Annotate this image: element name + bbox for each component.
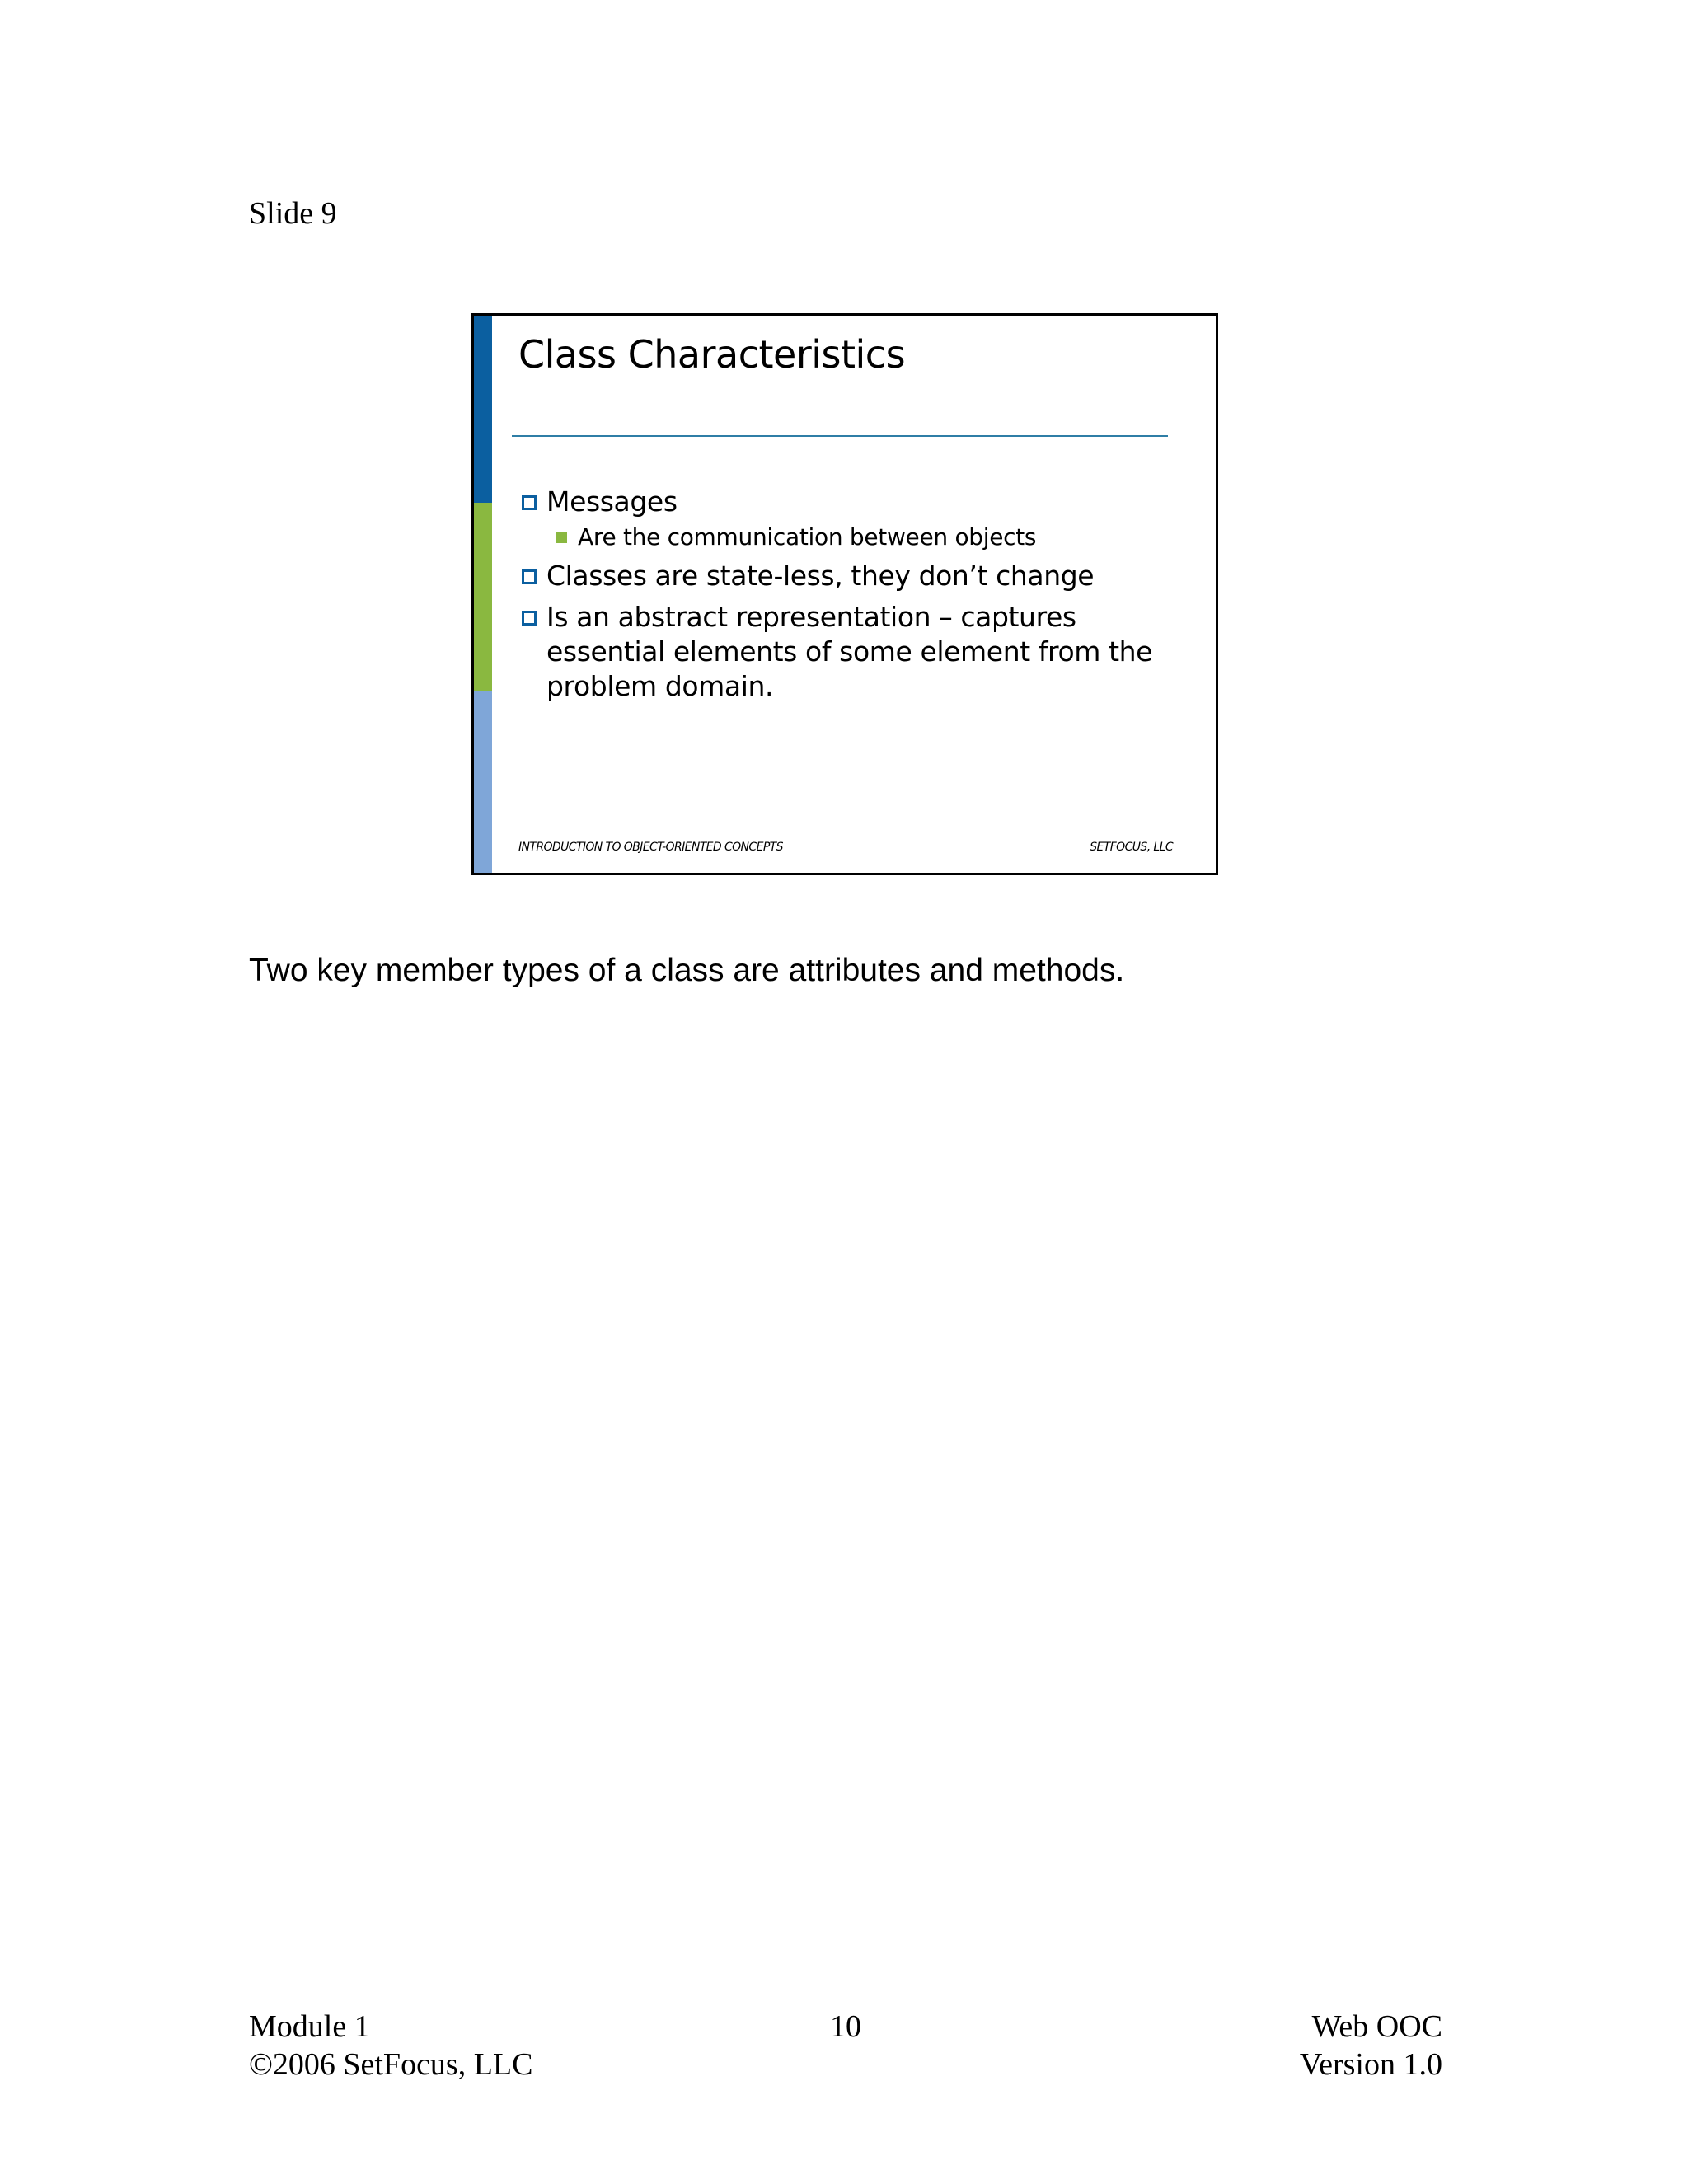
bullet-text: Is an abstract representation – captures essential elements of some element from the problem domain. [546, 601, 1153, 702]
footer-version: Version 1.0 [1299, 2047, 1442, 2082]
bullet-text: Classes are state-less, they don’t change [546, 560, 1095, 592]
footer-course-name: Web OOC [1311, 2009, 1442, 2044]
slide-accent-stripe-top [474, 316, 492, 503]
slide-footer-course: INTRODUCTION TO OBJECT-ORIENTED CONCEPTS [518, 841, 783, 854]
hollow-square-bullet-icon [522, 569, 537, 584]
slide-number-label: Slide 9 [249, 196, 337, 231]
bullet-text: Messages [546, 485, 678, 518]
slide-bullet-list [522, 485, 1198, 710]
slide-thumbnail [471, 313, 1218, 875]
footer-copyright: ©2006 SetFocus, LLC [249, 2047, 533, 2082]
filled-square-bullet-icon [556, 532, 567, 543]
sub-bullet-text: Are the communication between objects [578, 523, 1037, 551]
bullet-item [522, 600, 1198, 704]
slide-footer-company: SETFOCUS, LLC [1090, 841, 1173, 854]
footer-module: Module 1 [249, 2009, 370, 2044]
sub-bullet-item [522, 523, 1198, 552]
slide-accent-stripe-middle [474, 503, 492, 691]
hollow-square-bullet-icon [522, 495, 537, 510]
hollow-square-bullet-icon [522, 611, 537, 626]
title-divider [512, 435, 1168, 437]
notes-paragraph: Two key member types of a class are attributes and methods. [249, 953, 1125, 988]
footer-page-number: 10 [830, 2009, 861, 2044]
bullet-item [522, 485, 1198, 519]
slide-accent-stripe-bottom [474, 691, 492, 875]
footer-right [1300, 2008, 1442, 2083]
page-footer [249, 2008, 1442, 2090]
slide-title: Class Characteristics [518, 332, 906, 377]
bullet-item [522, 559, 1198, 593]
